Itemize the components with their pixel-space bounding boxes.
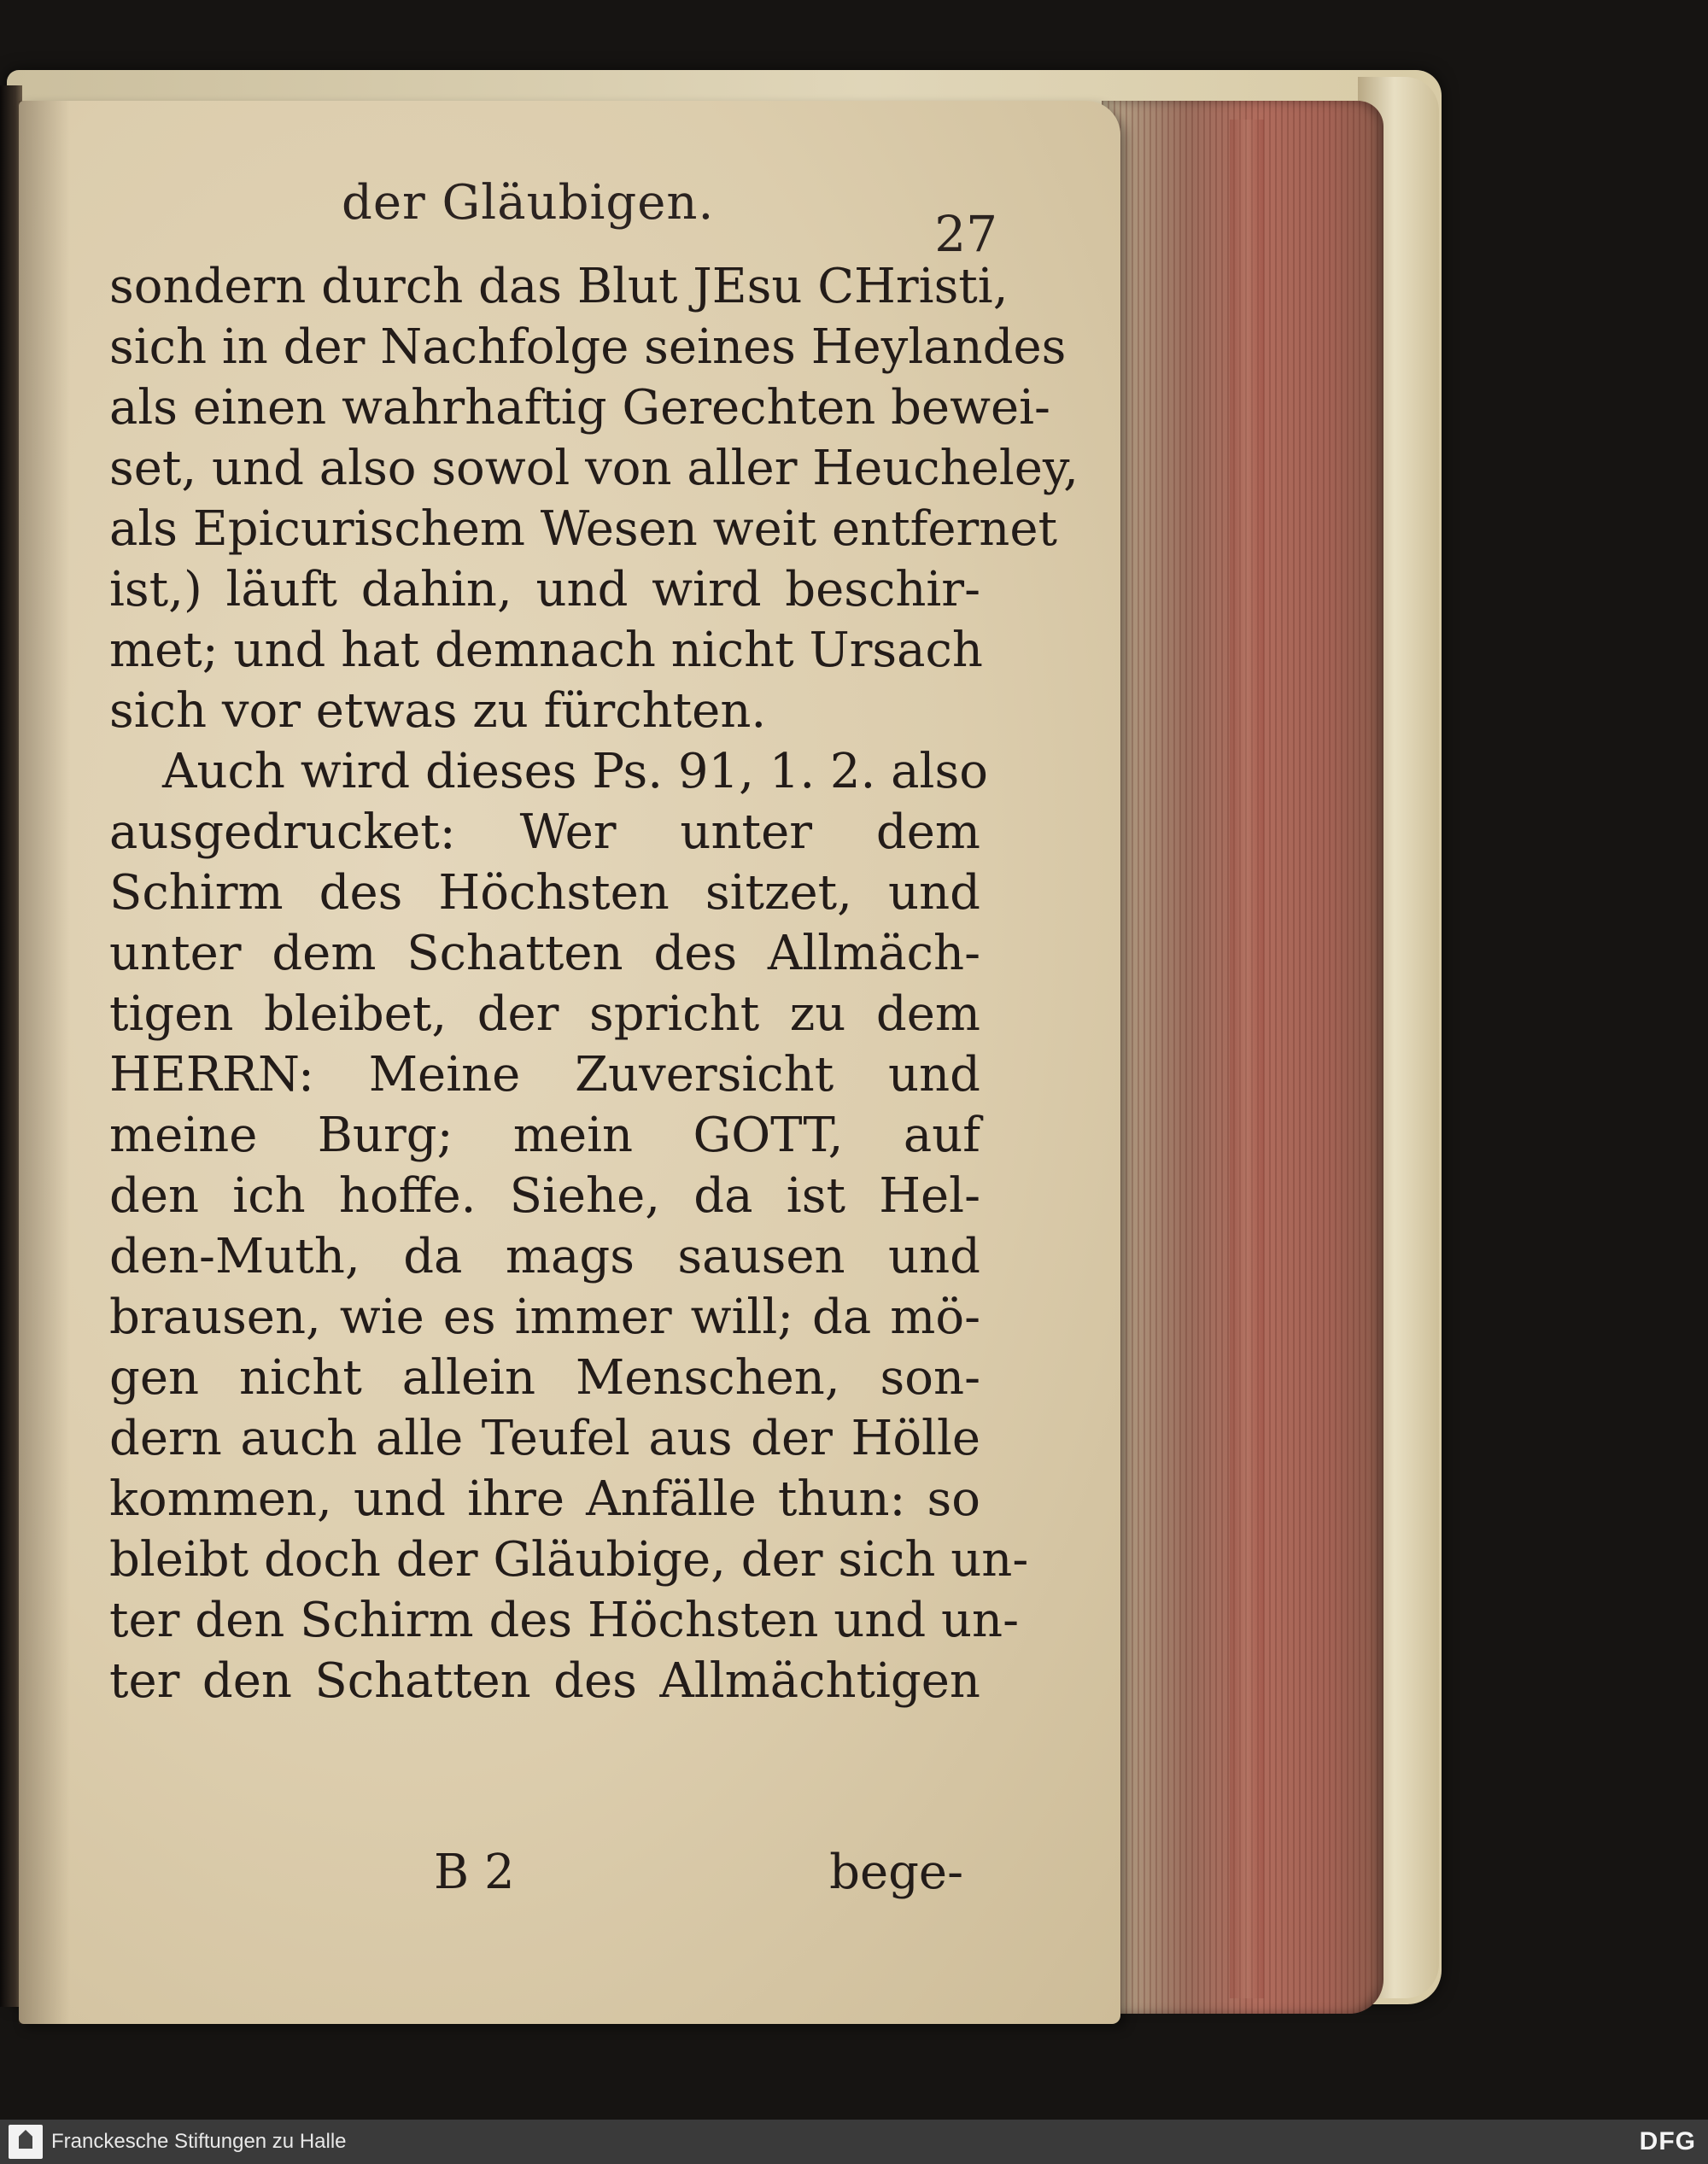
- text-line: als Epicurischem Wesen weit entfernet: [109, 501, 1058, 557]
- text-line: sich in der Nachfolge seines Heylandes: [109, 319, 1067, 375]
- text-line: Auch wird dieses Ps. 91, 1. 2. also: [162, 744, 988, 799]
- institution-logo-icon: [9, 2125, 43, 2159]
- text-line: den ich hoffe. Siehe, da ist Hel-: [109, 1168, 980, 1224]
- text-line: ter den Schirm des Höchsten und un-: [109, 1593, 1020, 1648]
- text-line: den-Muth, da mags sausen und: [109, 1229, 980, 1284]
- catchword: bege-: [829, 1845, 963, 1900]
- text-line: brausen, wie es immer will; da mö-: [109, 1290, 980, 1345]
- text-line: kommen, und ihre Anfälle thun: so: [109, 1471, 980, 1527]
- text-line: ist,) läuft dahin, und wird beschir-: [109, 562, 980, 617]
- institution-name: Franckesche Stiftungen zu Halle: [51, 2130, 347, 2153]
- text-line: unter dem Schatten des Allmäch-: [109, 926, 980, 981]
- text-line: sondern durch das Blut JEsu CHristi,: [109, 259, 1009, 314]
- text-line: ter den Schatten des Allmächtigen: [109, 1653, 980, 1709]
- gutter-shadow: [19, 101, 70, 2024]
- page-fore-edge-band: [1230, 120, 1264, 1998]
- text-line: als einen wahrhaftig Gerechten bewei-: [109, 380, 1050, 436]
- viewer-banner: [0, 2120, 1708, 2164]
- signature-mark: B 2: [434, 1845, 515, 1900]
- text-line: HERRN: Meine Zuversicht und: [109, 1047, 980, 1102]
- text-line: set, und also sowol von aller Heucheley,: [109, 441, 1079, 496]
- text-line: ausgedrucket: Wer unter dem: [109, 804, 980, 860]
- text-line: tigen bleibet, der spricht zu dem: [109, 986, 980, 1042]
- text-line: sich vor etwas zu fürchten.: [109, 683, 767, 739]
- text-line: bleibt doch der Gläubige, der sich un-: [109, 1532, 1029, 1588]
- page-footer: [109, 1845, 963, 1913]
- building-icon: [19, 2130, 32, 2149]
- text-line: gen nicht allein Menschen, son-: [109, 1350, 980, 1406]
- text-line: met; und hat demnach nicht Ursach: [109, 623, 983, 678]
- dfg-logo: DFG: [1639, 2127, 1696, 2155]
- page-number: 27: [934, 205, 997, 263]
- text-line: dern auch alle Teufel aus der Hölle: [109, 1411, 980, 1466]
- text-line: meine Burg; mein GOTT, auf: [109, 1108, 980, 1163]
- body-text: [109, 256, 1079, 1711]
- text-line: Schirm des Höchsten sitzet, und: [109, 865, 980, 921]
- running-head: der Gläubigen.: [342, 175, 715, 231]
